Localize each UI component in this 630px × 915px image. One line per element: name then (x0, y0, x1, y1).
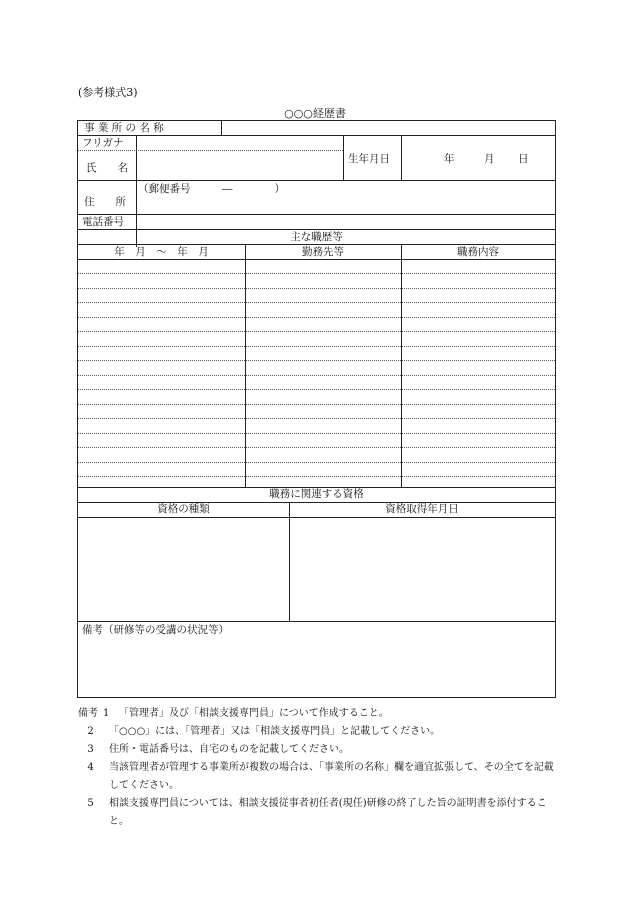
form-title: ○○○経歴書 (284, 107, 346, 120)
career-row-line (78, 360, 555, 361)
career-row-line (78, 273, 555, 274)
career-row-line (78, 418, 555, 419)
qualifications-section-title: 職務に関連する資格 (269, 488, 364, 500)
career-row-line (78, 462, 555, 463)
career-row-line (78, 331, 555, 332)
address-field[interactable] (137, 197, 555, 213)
career-row-line (78, 433, 555, 434)
office-name-label: 事 業 所 の 名 称 (84, 122, 164, 134)
furigana-field[interactable] (137, 136, 342, 150)
address-label: 住 所 (84, 196, 126, 208)
note-text: 相談支援専門員については、相談支援従事者初任者(現任)研修の終了した旨の証明書を添付すること。 (109, 798, 547, 827)
career-row-line (78, 375, 555, 376)
career-row-line (78, 302, 555, 303)
qualification-col-type: 資格の種類 (157, 503, 210, 515)
career-section-title: 主な職歴等 (290, 231, 343, 243)
note-item (78, 705, 558, 723)
notes-section (78, 705, 558, 831)
note-item (78, 741, 558, 759)
reference-label: (参考様式3) (78, 86, 138, 99)
career-row-line (78, 404, 555, 405)
career-row-line (78, 288, 555, 289)
office-name-field[interactable] (222, 121, 555, 135)
note-number: 4 (87, 762, 94, 773)
name-field[interactable] (137, 151, 342, 180)
career-row-line (78, 346, 555, 347)
name-label: 氏 名 (86, 162, 128, 174)
note-number: 3 (87, 744, 94, 755)
postal-code-label: （郵便番号 ― ） (138, 183, 285, 195)
birth-day-label: 日 (518, 153, 529, 165)
note-number: 5 (87, 798, 94, 809)
note-item (78, 795, 558, 831)
qualification-date-field[interactable] (290, 518, 555, 620)
career-row-line (78, 317, 555, 318)
birthdate-label: 生年月日 (348, 153, 390, 165)
career-col-period: 年 月 ～ 年 月 (114, 246, 209, 258)
career-col-employer: 勤務先等 (302, 246, 344, 258)
note-text: 「管理者」及び「相談支援専門員」について作成すること。 (119, 708, 389, 719)
note-number: 2 (87, 726, 94, 737)
career-row-line (78, 447, 555, 448)
birth-month-label: 月 (484, 153, 495, 165)
qualification-type-field[interactable] (78, 518, 288, 620)
phone-field[interactable] (137, 215, 555, 229)
note-text: 当該管理者が管理する事業所が複数の場合は、「事業所の名称」欄を適宜拡張して、その全てを記載してください。 (109, 762, 554, 791)
career-row-line (78, 476, 555, 477)
note-item (78, 723, 558, 741)
furigana-label: フリガナ (82, 137, 124, 149)
birth-year-label: 年 (444, 153, 455, 165)
notes-heading: 備考 (78, 708, 98, 719)
note-text: 「○○○」には、「管理者」又は「相談支援専門員」と記載してください。 (109, 726, 441, 737)
remarks-field[interactable] (78, 639, 555, 697)
phone-label: 電話番号 (82, 216, 124, 228)
note-text: 住所・電話番号は、自宅のものを記載してください。 (109, 744, 349, 755)
note-item (78, 759, 558, 795)
remarks-label: 備考（研修等の受講の状況等） (82, 624, 229, 636)
note-number: 1 (103, 708, 110, 719)
resume-form (77, 120, 556, 698)
career-row-line (78, 389, 555, 390)
qualification-col-date: 資格取得年月日 (385, 503, 459, 515)
career-col-duties: 職務内容 (457, 246, 499, 258)
